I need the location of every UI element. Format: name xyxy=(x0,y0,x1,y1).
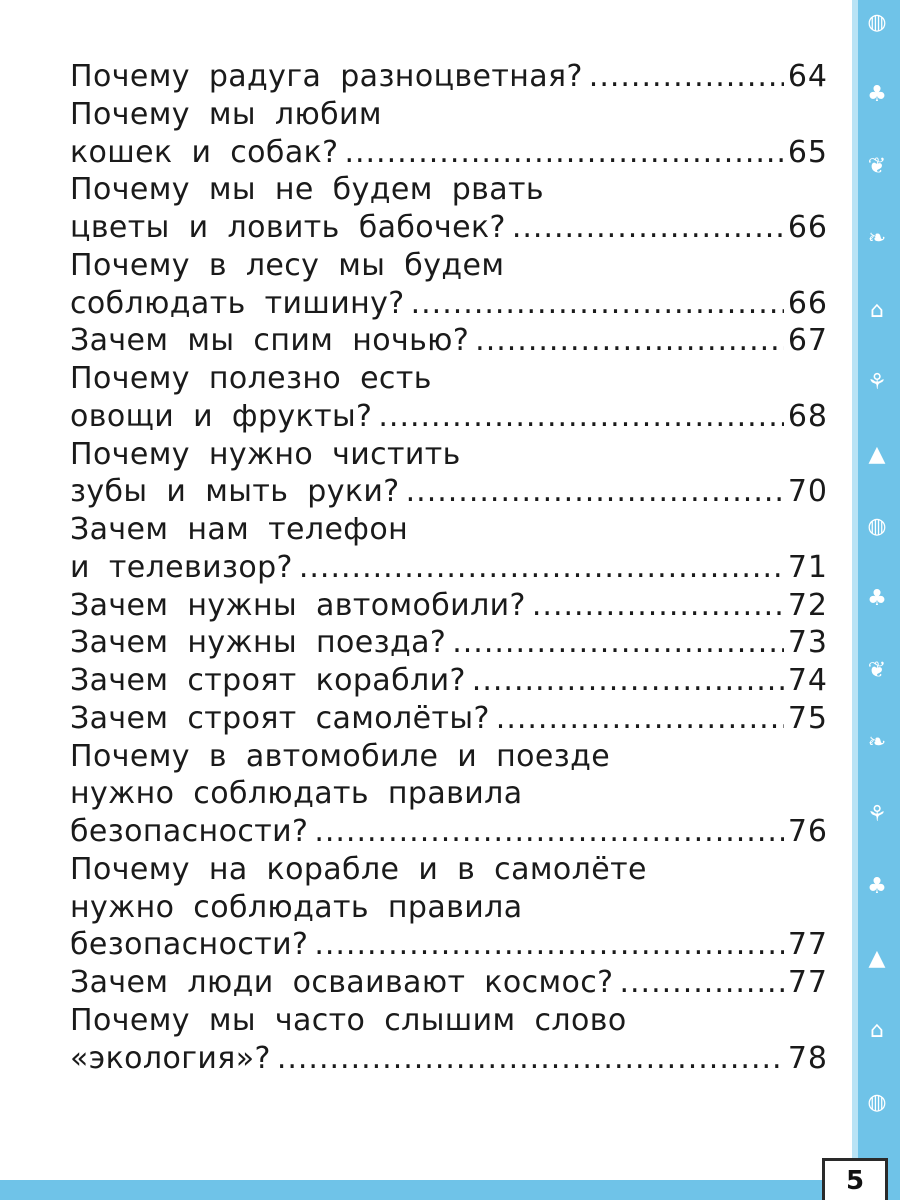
toc-entry-title: Почему в лесу мы будем xyxy=(70,247,505,283)
toc-entry-title: Зачем строят самолёты? xyxy=(70,700,490,736)
toc-entry-line xyxy=(70,209,828,247)
toc-entry-line xyxy=(70,134,828,172)
sprout-icon: ⚘ xyxy=(867,370,887,395)
toc-entry-line xyxy=(70,926,828,964)
toc-page-number: 66 xyxy=(787,285,828,321)
toc-leader-dots xyxy=(472,662,784,700)
tree-icon: ♣ xyxy=(867,874,887,899)
toc-page-number: 78 xyxy=(787,1040,828,1076)
toc-entry-title: зубы и мыть руки? xyxy=(70,474,400,510)
toc-entry-line xyxy=(70,1002,828,1040)
toc-entry-title: Почему на корабле и в самолёте xyxy=(70,851,647,887)
toc-entry-title: Почему мы часто слышим слово xyxy=(70,1002,627,1038)
toc-entry-title: кошек и собак? xyxy=(70,134,339,170)
toc-entry-line xyxy=(70,662,828,700)
toc-page-number: 72 xyxy=(787,587,828,623)
toc-entry-title: Зачем нужны автомобили? xyxy=(70,587,526,623)
toc-entry-title: нужно соблюдать правила xyxy=(70,889,523,925)
toc-entry-line xyxy=(70,549,828,587)
toc-entry-line xyxy=(70,889,828,927)
toc-entry-title: безопасности? xyxy=(70,814,309,849)
house-icon: ⌂ xyxy=(870,298,884,323)
toc-entry-line xyxy=(70,587,828,625)
toc-entry-title: Зачем строят корабли? xyxy=(70,663,466,698)
toc-leader-dots xyxy=(406,473,784,511)
bird-icon: ❦ xyxy=(867,154,887,179)
toc-page-number: 73 xyxy=(787,625,828,661)
toc-entry-line xyxy=(70,700,828,738)
toc-leader-dots xyxy=(512,209,784,247)
toc-entry-title: соблюдать тишину? xyxy=(70,285,405,321)
decorative-side-strip xyxy=(852,0,900,1200)
toc-entry-line xyxy=(70,96,828,134)
toc-entry-line xyxy=(70,473,828,511)
toc-page-number: 77 xyxy=(787,927,828,963)
toc-entry-title: Зачем нам телефон xyxy=(70,512,409,547)
toc-entry-title: овощи и фрукты? xyxy=(70,398,373,434)
toc-entry-title: Зачем люди осваивают космос? xyxy=(70,965,614,1000)
toc-leader-dots xyxy=(344,134,783,172)
globe-icon: ◍ xyxy=(867,1090,887,1115)
leaf-icon: ❧ xyxy=(867,730,887,755)
toc-leader-dots xyxy=(532,587,784,625)
fir-tree-icon: ▲ xyxy=(868,442,886,467)
toc-entry-title: и телевизор? xyxy=(70,549,293,585)
page-number: 5 xyxy=(822,1158,888,1200)
toc-entry-title: Почему мы не будем рвать xyxy=(70,172,544,208)
toc-entry-title: цветы и ловить бабочек? xyxy=(70,210,506,245)
side-strip-edge xyxy=(852,0,858,1200)
toc-page-number: 70 xyxy=(787,474,828,510)
toc-entry-line xyxy=(70,624,828,662)
toc-entry-line xyxy=(70,1040,828,1078)
bottom-color-bar xyxy=(0,1180,852,1200)
toc-entry-title: Зачем мы спим ночью? xyxy=(70,323,470,359)
toc-entry-title: Почему в автомобиле и поезде xyxy=(70,738,611,774)
toc-entry-title: безопасности? xyxy=(70,927,309,963)
toc-page-number: 74 xyxy=(787,663,828,698)
bird-icon: ❦ xyxy=(867,658,887,683)
toc-page-number: 75 xyxy=(787,700,828,736)
toc-page-number: 68 xyxy=(787,398,828,434)
toc-page-number: 76 xyxy=(787,814,828,849)
tree-icon: ♣ xyxy=(867,82,887,107)
toc-entry-line xyxy=(70,738,828,776)
toc-entry-title: нужно соблюдать правила xyxy=(70,776,523,812)
toc-entry-title: Почему нужно чистить xyxy=(70,436,461,472)
fir-tree-icon: ▲ xyxy=(868,946,886,971)
toc-entry-title: Почему мы любим xyxy=(70,96,382,132)
toc-leader-dots xyxy=(589,58,784,96)
toc-leader-dots xyxy=(299,549,784,587)
tree-icon: ♣ xyxy=(867,586,887,611)
toc-page-number: 71 xyxy=(787,549,828,585)
toc-leader-dots xyxy=(378,398,783,436)
toc-page-number: 67 xyxy=(787,323,828,359)
toc-entry-line xyxy=(70,775,828,813)
toc-leader-dots xyxy=(314,813,783,851)
toc-leader-dots xyxy=(496,700,784,738)
toc-page-number: 64 xyxy=(787,59,828,94)
globe-icon: ◍ xyxy=(867,514,887,539)
toc-entry-line xyxy=(70,171,828,209)
toc-entry-title: Зачем нужны поезда? xyxy=(70,625,447,661)
toc-entry-title: «экология»? xyxy=(70,1040,271,1076)
toc-entry-line xyxy=(70,511,828,549)
toc-leader-dots xyxy=(411,285,784,323)
toc-entry-line xyxy=(70,247,828,285)
toc-entry-line xyxy=(70,360,828,398)
house-icon: ⌂ xyxy=(870,1018,884,1043)
toc-page-number: 65 xyxy=(787,134,828,170)
toc-entry-line xyxy=(70,436,828,474)
toc-leader-dots xyxy=(475,322,784,360)
toc-entry-line xyxy=(70,851,828,889)
table-of-contents xyxy=(70,58,828,1077)
toc-leader-dots xyxy=(314,926,783,964)
leaf-icon: ❧ xyxy=(867,226,887,251)
toc-page-number: 66 xyxy=(787,210,828,245)
toc-entry-title: Почему полезно есть xyxy=(70,361,432,396)
toc-leader-dots xyxy=(619,964,783,1002)
toc-entry-line xyxy=(70,58,828,96)
toc-entry-line xyxy=(70,813,828,851)
toc-entry-line xyxy=(70,398,828,436)
toc-page-number: 77 xyxy=(787,965,828,1000)
toc-entry-line xyxy=(70,285,828,323)
toc-leader-dots xyxy=(452,624,784,662)
globe-icon: ◍ xyxy=(867,10,887,35)
toc-entry-line xyxy=(70,322,828,360)
toc-entry-title: Почему радуга разноцветная? xyxy=(70,59,583,94)
toc-entry-line xyxy=(70,964,828,1002)
toc-leader-dots xyxy=(277,1040,784,1078)
sprout-icon: ⚘ xyxy=(867,802,887,827)
